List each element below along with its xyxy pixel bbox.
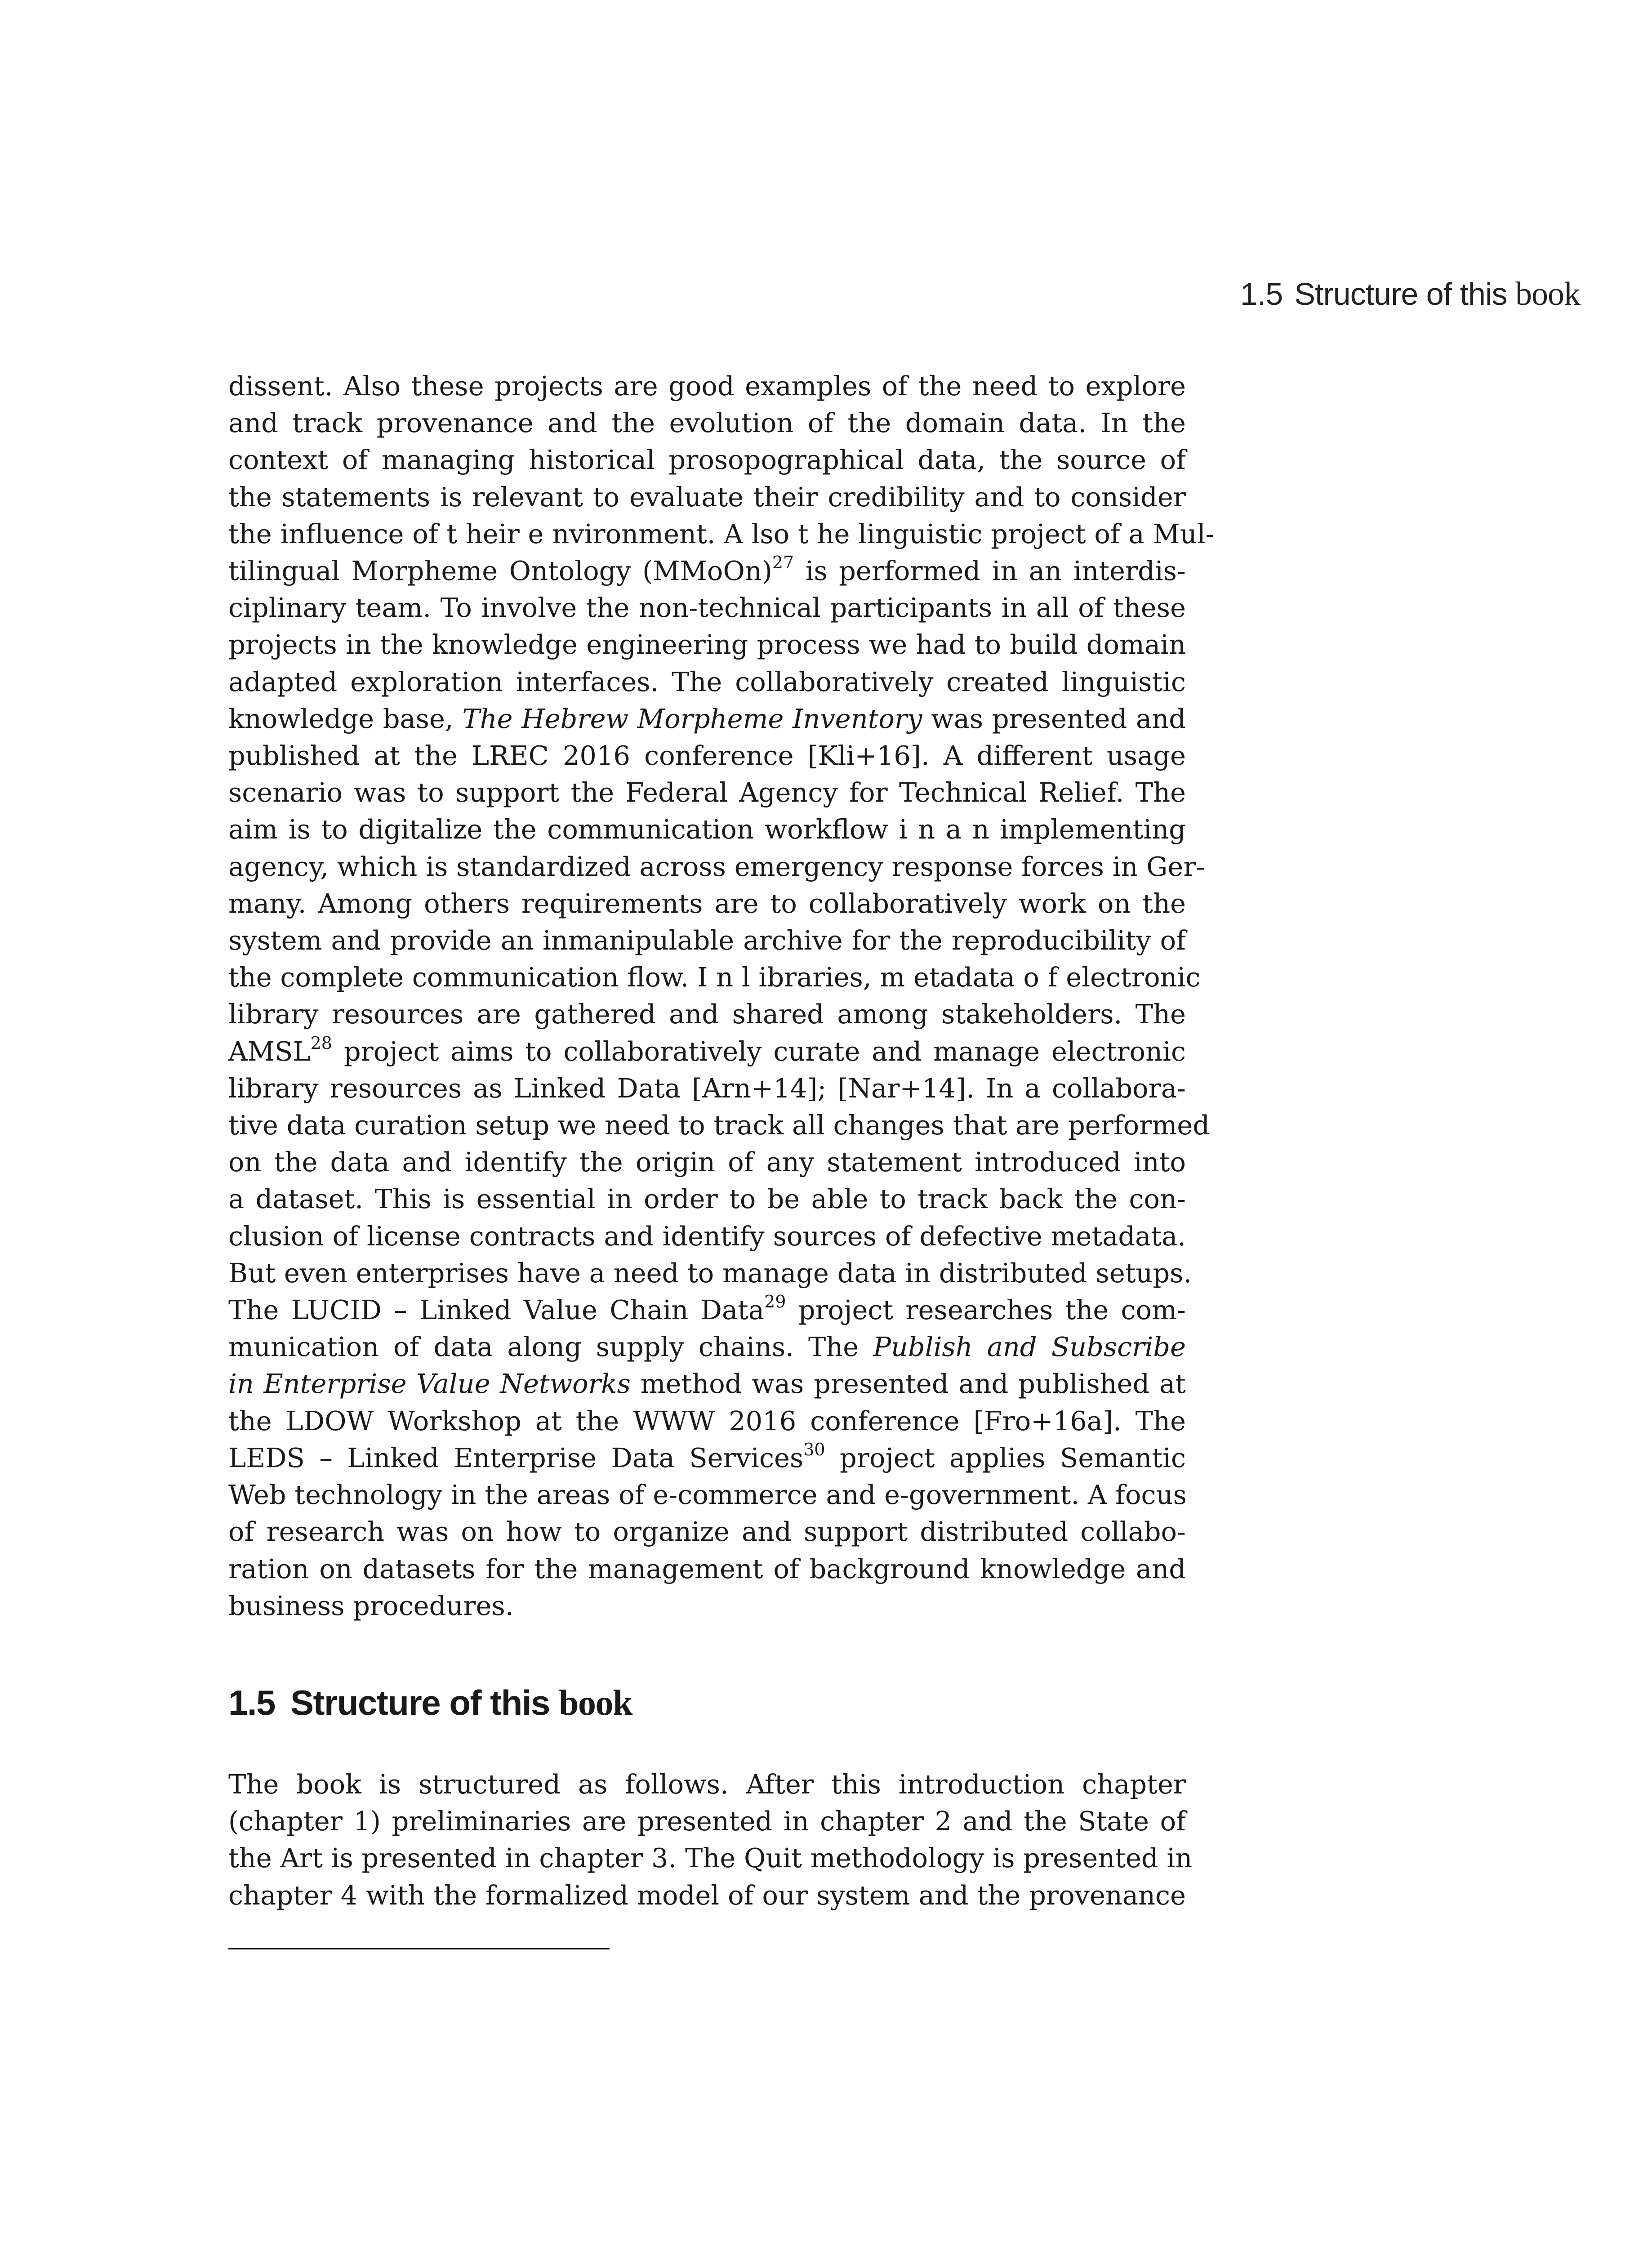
- text-line: agency, which is standardized across emergency response forces in Ger-: [228, 851, 1205, 882]
- text-line: ciplinary team. To involve the non-technical participants in all of these: [228, 592, 1186, 624]
- text-line: scenario was to support the Federal Agency for Technical Relief. The: [228, 777, 1186, 808]
- text-line: ration on datasets for the management of background knowledge and: [228, 1553, 1186, 1584]
- text-segment: method was presented and published at: [630, 1368, 1186, 1400]
- text-line: of research was on how to organize and support distributed collabo-: [228, 1516, 1186, 1548]
- text-segment: project researches the com-: [786, 1294, 1186, 1326]
- body-paragraph-2: [228, 1766, 1193, 1914]
- text-line: a dataset. This is essential in order to be able to track back the con-: [228, 1183, 1186, 1215]
- text-line: aim is to digitalize the communication workflow i n a n implementing: [228, 814, 1186, 845]
- text-line: the Art is presented in chapter 3. The Quit methodology is presented in: [228, 1842, 1193, 1874]
- text-line: the LDOW Workshop at the WWW 2016 conference [Fro+16a]. The: [228, 1405, 1186, 1436]
- text-segment: was presented and: [922, 703, 1186, 734]
- text-line: But even enterprises have a need to manage data in distributed setups.: [228, 1257, 1192, 1289]
- footnote-separator: [228, 1948, 610, 1949]
- text-line: library resources as Linked Data [Arn+14]; [Nar+14]. In a collabora-: [228, 1072, 1186, 1104]
- text-line: dissent. Also these projects are good examples of the need to explore: [228, 370, 1186, 401]
- text-line: chapter 4 with the formalized model of our system and the provenance: [228, 1879, 1186, 1911]
- text-line: adapted exploration interfaces. The collaboratively created linguistic: [228, 666, 1186, 697]
- text-line: [228, 553, 1186, 589]
- section-number: 1.5: [228, 1683, 275, 1722]
- footnote-ref-27[interactable]: 27: [772, 553, 794, 573]
- text-line: published at the LREC 2016 conference [Kli+16]. A different usage: [228, 740, 1186, 772]
- text-line: [228, 1033, 1186, 1070]
- section-title-last-word: book: [558, 1683, 632, 1723]
- italic-title: Publish and Subscribe: [873, 1331, 1186, 1363]
- text-segment: project aims to collaboratively curate and manage electronic: [332, 1035, 1186, 1067]
- text-line: the statements is relevant to evaluate their credibility and to consider: [228, 481, 1186, 513]
- text-line: (chapter 1) preliminaries are presented in chapter 2 and the State of: [228, 1806, 1186, 1837]
- italic-title: The Hebrew Morpheme Inventory: [462, 703, 922, 734]
- footnote-ref-28[interactable]: 28: [310, 1033, 332, 1053]
- text-line: Web technology in the areas of e-commerce and e-government. A focus: [228, 1479, 1187, 1511]
- text-line: [228, 1440, 1186, 1476]
- text-segment: LEDS – Linked Enterprise Data Services: [228, 1442, 804, 1473]
- footnote-ref-29[interactable]: 29: [764, 1292, 786, 1312]
- text-segment: is performed in an interdis-: [794, 555, 1186, 587]
- text-line: projects in the knowledge engineering process we had to build domain: [228, 629, 1186, 660]
- running-header-section-number: 1.5: [1240, 277, 1283, 312]
- text-line: The book is structured as follows. After this introduction chapter: [228, 1769, 1186, 1800]
- text-line: [228, 1292, 1186, 1329]
- text-segment: The LUCID – Linked Value Chain Data: [228, 1294, 765, 1326]
- text-line: library resources are gathered and shared among stakeholders. The: [228, 999, 1186, 1030]
- section-title: Structure of this: [290, 1683, 550, 1722]
- footnote-ref-30[interactable]: 30: [803, 1439, 825, 1459]
- section-heading: [228, 1682, 632, 1724]
- text-line: and track provenance and the evolution of the domain data. In the: [228, 407, 1186, 439]
- text-line: the influence of t heir e nvironment. A lso t he linguistic project of a Mul-: [228, 518, 1215, 549]
- italic-title: in Enterprise Value Networks: [228, 1368, 631, 1400]
- text-line: tive data curation setup we need to track all changes that are performed: [228, 1110, 1210, 1141]
- text-line: clusion of license contracts and identify sources of defective metadata.: [228, 1220, 1186, 1252]
- text-line: business procedures.: [228, 1590, 514, 1621]
- text-line: [228, 700, 1186, 737]
- running-header: [1240, 275, 1580, 313]
- running-header-title-last-word: book: [1515, 276, 1580, 312]
- body-paragraph-1: [228, 368, 1215, 1624]
- text-line: [228, 1329, 1186, 1365]
- text-line: many. Among others requirements are to collaboratively work on the: [228, 888, 1186, 919]
- text-segment: knowledge base,: [228, 703, 463, 734]
- running-header-title: Structure of this: [1294, 277, 1507, 312]
- text-segment: munication of data along supply chains. The: [228, 1331, 873, 1363]
- text-line: [228, 1365, 1186, 1402]
- text-line: the complete communication flow. I n l ibraries, m etadata o f electronic: [228, 962, 1201, 993]
- text-line: context of managing historical prosopographical data, the source of: [228, 444, 1186, 476]
- text-segment: tilingual Morpheme Ontology (MMoOn): [228, 555, 772, 587]
- text-segment: AMSL: [228, 1035, 311, 1067]
- text-line: on the data and identify the origin of any statement introduced into: [228, 1146, 1186, 1178]
- text-line: system and provide an inmanipulable archive for the reproducibility of: [228, 925, 1186, 956]
- text-segment: project applies Semantic: [825, 1442, 1186, 1473]
